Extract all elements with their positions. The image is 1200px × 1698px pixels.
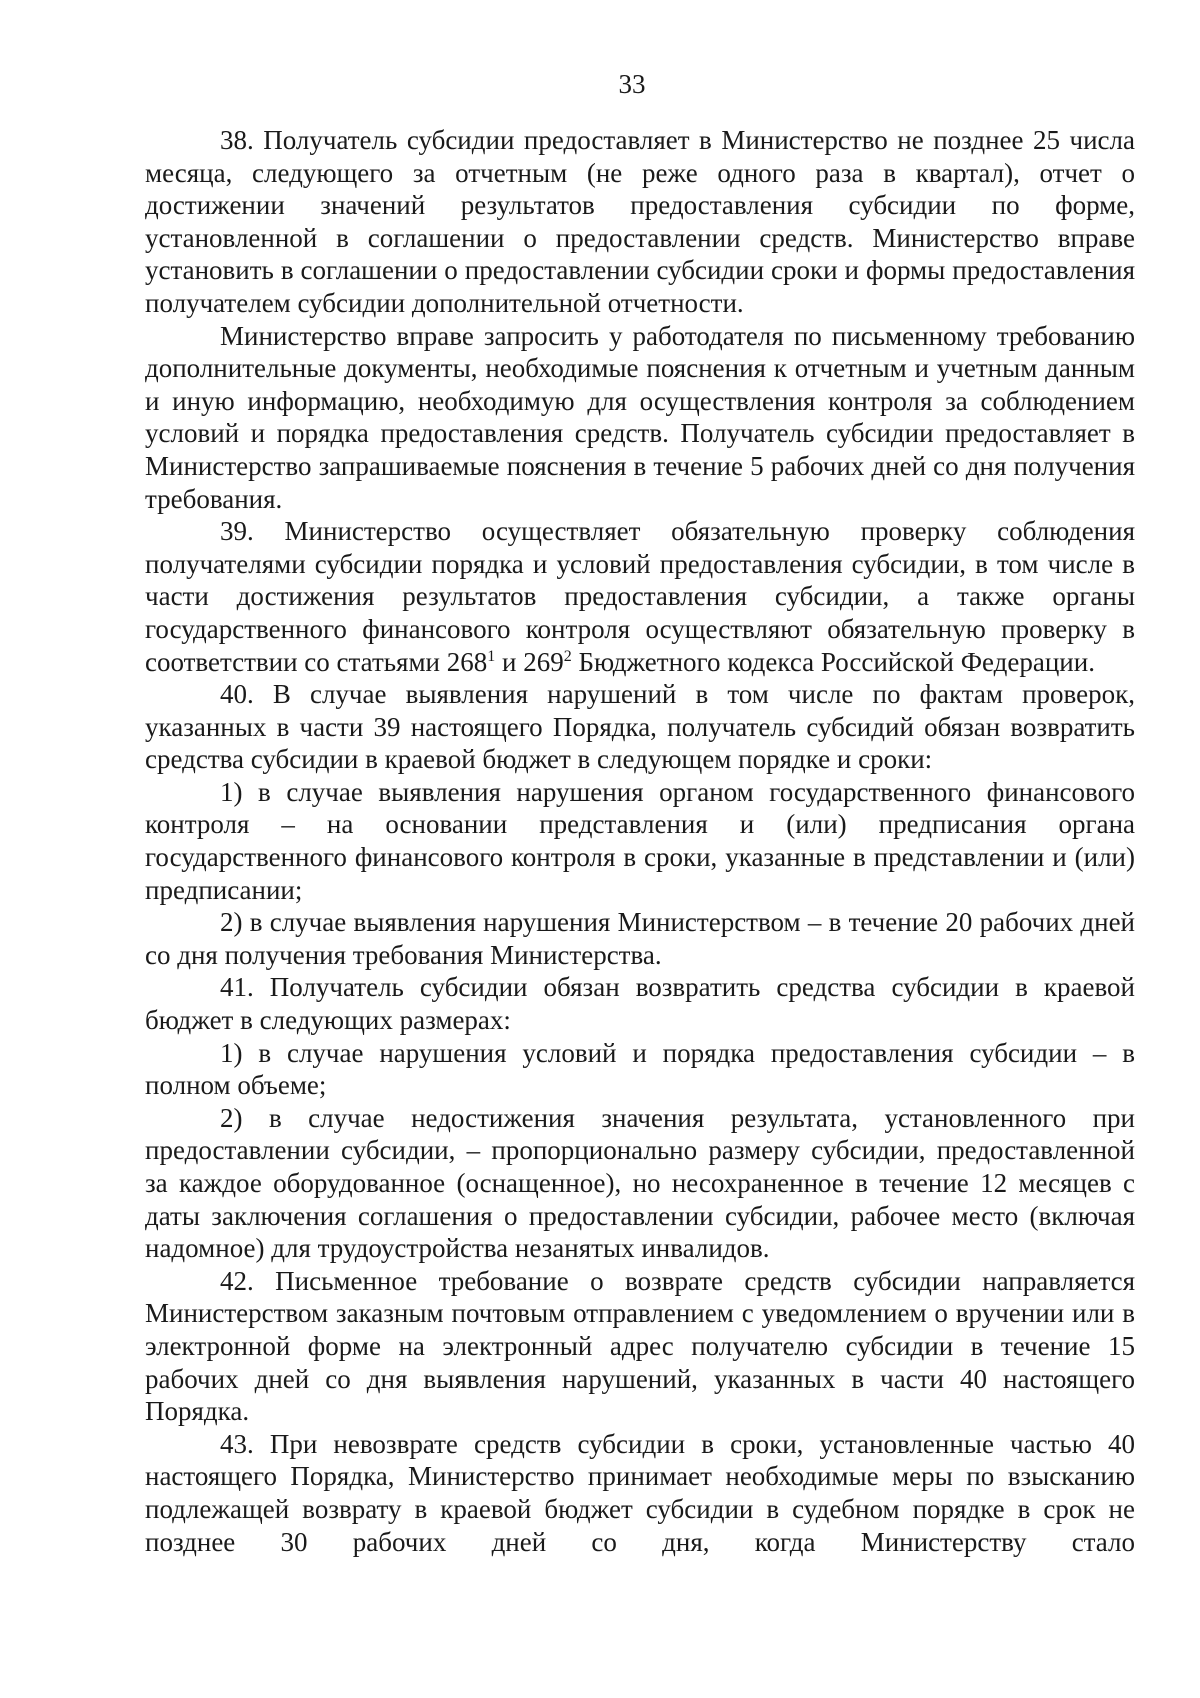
paragraph-40-item-2: 2) в случае выявления нарушения Министерством – в течение 20 рабочих дней со дня получения требования Министерства. [145, 907, 1135, 970]
paragraph-39-text-before: 39. Министерство осуществляет обязательную проверку соблюдения получателями субсидии порядка и условий предоставления субсидии, в том числе в части достижения результатов предоставления субсидии, а также органы государственного финансового контроля осуществляют обязательную проверку в соответствии со статьями 268 [145, 516, 1135, 677]
paragraph-43: 43. При невозврате средств субсидии в сроки, установленные частью 40 настоящего Порядка, Министерство принимает необходимые меры по взысканию подлежащей возврату в краевой бюджет субсидии в судебном порядке в срок не позднее 30 рабочих дней со дня, когда Министерству стало [145, 1428, 1135, 1557]
superscript-268: 1 [487, 647, 496, 665]
paragraph-41-item-2: 2) в случае недостижения значения результата, установленного при предоставлении субсидии, – пропорционально размеру субсидии, предоставленной за каждое оборудованное (оснащенное), но несохраненное в течение 12 месяцев с даты заключения соглашения о предоставлении субсидии, рабочее место (включая надомное) для трудоустройства незанятых инвалидов. [145, 1102, 1135, 1264]
paragraph-39-text-after: Бюджетного кодекса Российской Федерации. [571, 646, 1095, 677]
paragraph-39-text-middle: и 269 [495, 646, 564, 677]
paragraph-42: 42. Письменное требование о возврате средств субсидии направляется Министерством заказным почтовым отправлением с уведомлением о вручении или в электронной форме на электронный адрес получателю субсидии в течение 15 рабочих дней со дня выявления нарушений, указанных в части 40 настоящего Порядка. [145, 1265, 1135, 1427]
paragraph-40: 40. В случае выявления нарушений в том числе по фактам проверок, указанных в части 39 настоящего Порядка, получатель субсидий обязан возвратить средства субсидии в краевой бюджет в следующем порядке и сроки: [145, 679, 1135, 775]
page-number: 33 [618, 69, 646, 99]
paragraph-41: 41. Получатель субсидии обязан возвратить средства субсидии в краевой бюджет в следующих размерах: [145, 972, 1135, 1036]
paragraph-40-item-1: 1) в случае выявления нарушения органом государственного финансового контроля – на основании представления и (или) предписания органа государственного финансового контроля в сроки, указанные в представлении и (или) предписании; [145, 776, 1135, 905]
paragraph-41-item-1: 1) в случае нарушения условий и порядка предоставления субсидии – в полном объеме; [145, 1037, 1135, 1101]
paragraph-ministry-request: Министерство вправе запросить у работодателя по письменному требованию дополнительные документы, необходимые пояснения к отчетным и учетным данным и иную информацию, необходимую для осуществления контроля за соблюдением условий и порядка предоставления средств. Получатель субсидии предоставляет в Министерство запрашиваемые пояснения в течение 5 рабочих дней со дня получения требования. [145, 320, 1135, 514]
document-body [145, 124, 1135, 1558]
paragraph-38: 38. Получатель субсидии предоставляет в Министерство не позднее 25 числа месяца, следующего за отчетным (не реже одного раза в квартал), отчет о достижении значений результатов предоставления субсидии по форме, установленной в соглашении о предоставлении средств. Министерство вправе установить в соглашении о предоставлении субсидии сроки и формы предоставления получателем субсидии дополнительной отчетности. [145, 125, 1135, 318]
paragraph-39 [145, 515, 1135, 678]
superscript-269: 2 [563, 647, 572, 665]
